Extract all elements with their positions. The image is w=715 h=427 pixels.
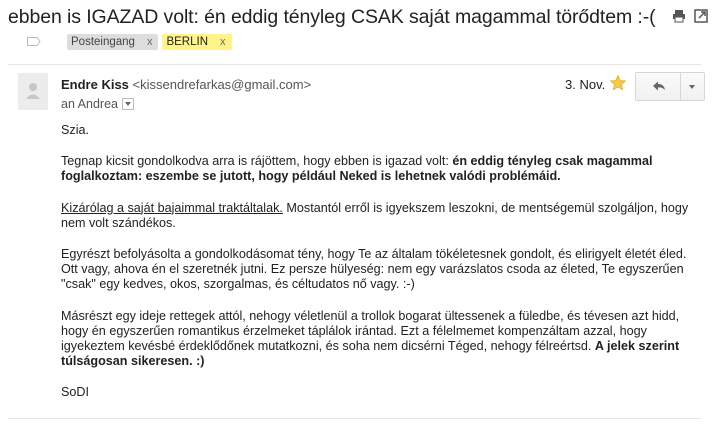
reply-button[interactable] <box>636 73 681 100</box>
subject-row <box>8 6 708 32</box>
paragraph-3: Egyrészt befolyásolta a gondolkodásomat tény, hogy Te az általam tökéletesnek gondolt, és elirigyelt életét éled. Ott vagy, ahova én el szeretnék jutni. Ez persze hülyeség: nem egy varázslatos csoda az életed, Te egyszerűen "csak" egy kedves, okos, szorgalmas, és céltudatos nő vagy. :-) <box>61 247 687 292</box>
message-date: 3. Nov. <box>565 77 606 92</box>
label-text: BERLIN <box>166 36 208 48</box>
email-body <box>61 123 701 417</box>
more-options-button[interactable] <box>681 73 704 100</box>
paragraph-1 <box>61 154 701 184</box>
importance-marker-icon[interactable] <box>27 37 41 46</box>
bold-text: én eddig tényleg csak magammal foglalkoztam: eszembe se jutott, hogy például Neked is lehetnek valódi problémáid. <box>61 154 653 184</box>
email-subject: ebben is IGAZAD volt: én eddig tényleg CSAK saját magammal törődtem :-( <box>8 6 656 28</box>
underlined-text: Kizárólag a saját bajaimmal traktáltalak. <box>61 200 283 215</box>
header-divider <box>8 64 701 65</box>
signature: SoDI <box>61 385 89 400</box>
remove-label-button[interactable]: x <box>220 36 226 48</box>
labels-row <box>28 34 236 50</box>
paragraph-4 <box>61 309 701 370</box>
top-icons <box>672 9 708 23</box>
bold-text: A jelek szerint túlságosan sikeresen. :) <box>61 339 680 369</box>
label-text: Posteingang <box>71 36 135 48</box>
reply-icon <box>636 73 680 100</box>
paragraph-text: Tegnap kicsit gondolkodva arra is rájöttem, hogy ebben is igazad volt: <box>61 154 453 169</box>
avatar <box>18 73 48 110</box>
label-chip-berlin[interactable] <box>162 34 231 50</box>
recipient-text: an Andrea <box>61 97 118 111</box>
sender-name[interactable]: Endre Kiss <box>61 77 129 92</box>
star-icon[interactable] <box>609 74 627 92</box>
label-chip-posteingang[interactable] <box>67 34 158 50</box>
reply-button-group <box>635 72 705 101</box>
remove-label-button[interactable]: x <box>146 36 153 48</box>
sender-line <box>61 77 311 92</box>
print-icon[interactable] <box>672 9 686 23</box>
sender-email: <kissendrefarkas@gmail.com> <box>132 77 312 92</box>
paragraph-text: Mostantól erről is igyekszem leszokni, de mentségemül szolgáljon, hogy nem volt szándékos. <box>61 200 689 230</box>
paragraph-2 <box>61 201 701 231</box>
recipient-line <box>61 97 134 111</box>
greeting: Szia. <box>61 123 89 137</box>
footer-divider <box>8 418 701 419</box>
new-window-icon[interactable] <box>694 9 708 23</box>
show-details-dropdown-icon[interactable] <box>122 98 134 110</box>
paragraph-text: Másrészt egy ideje rettegek attól, nehogy véletlenül a trollok bogarat ültessenek a füledbe, és tévesen azt hidd, hogy én egyszerűen romantikus érzelmeket táplálok irántad. Ezt a félelmemet kompenzáltam azzal, hogy igyekeztem kevésbé érdeklődőnek mutatkozni, és soha nem dicsérni Téged, nehogy félreértsd. <box>61 308 680 354</box>
